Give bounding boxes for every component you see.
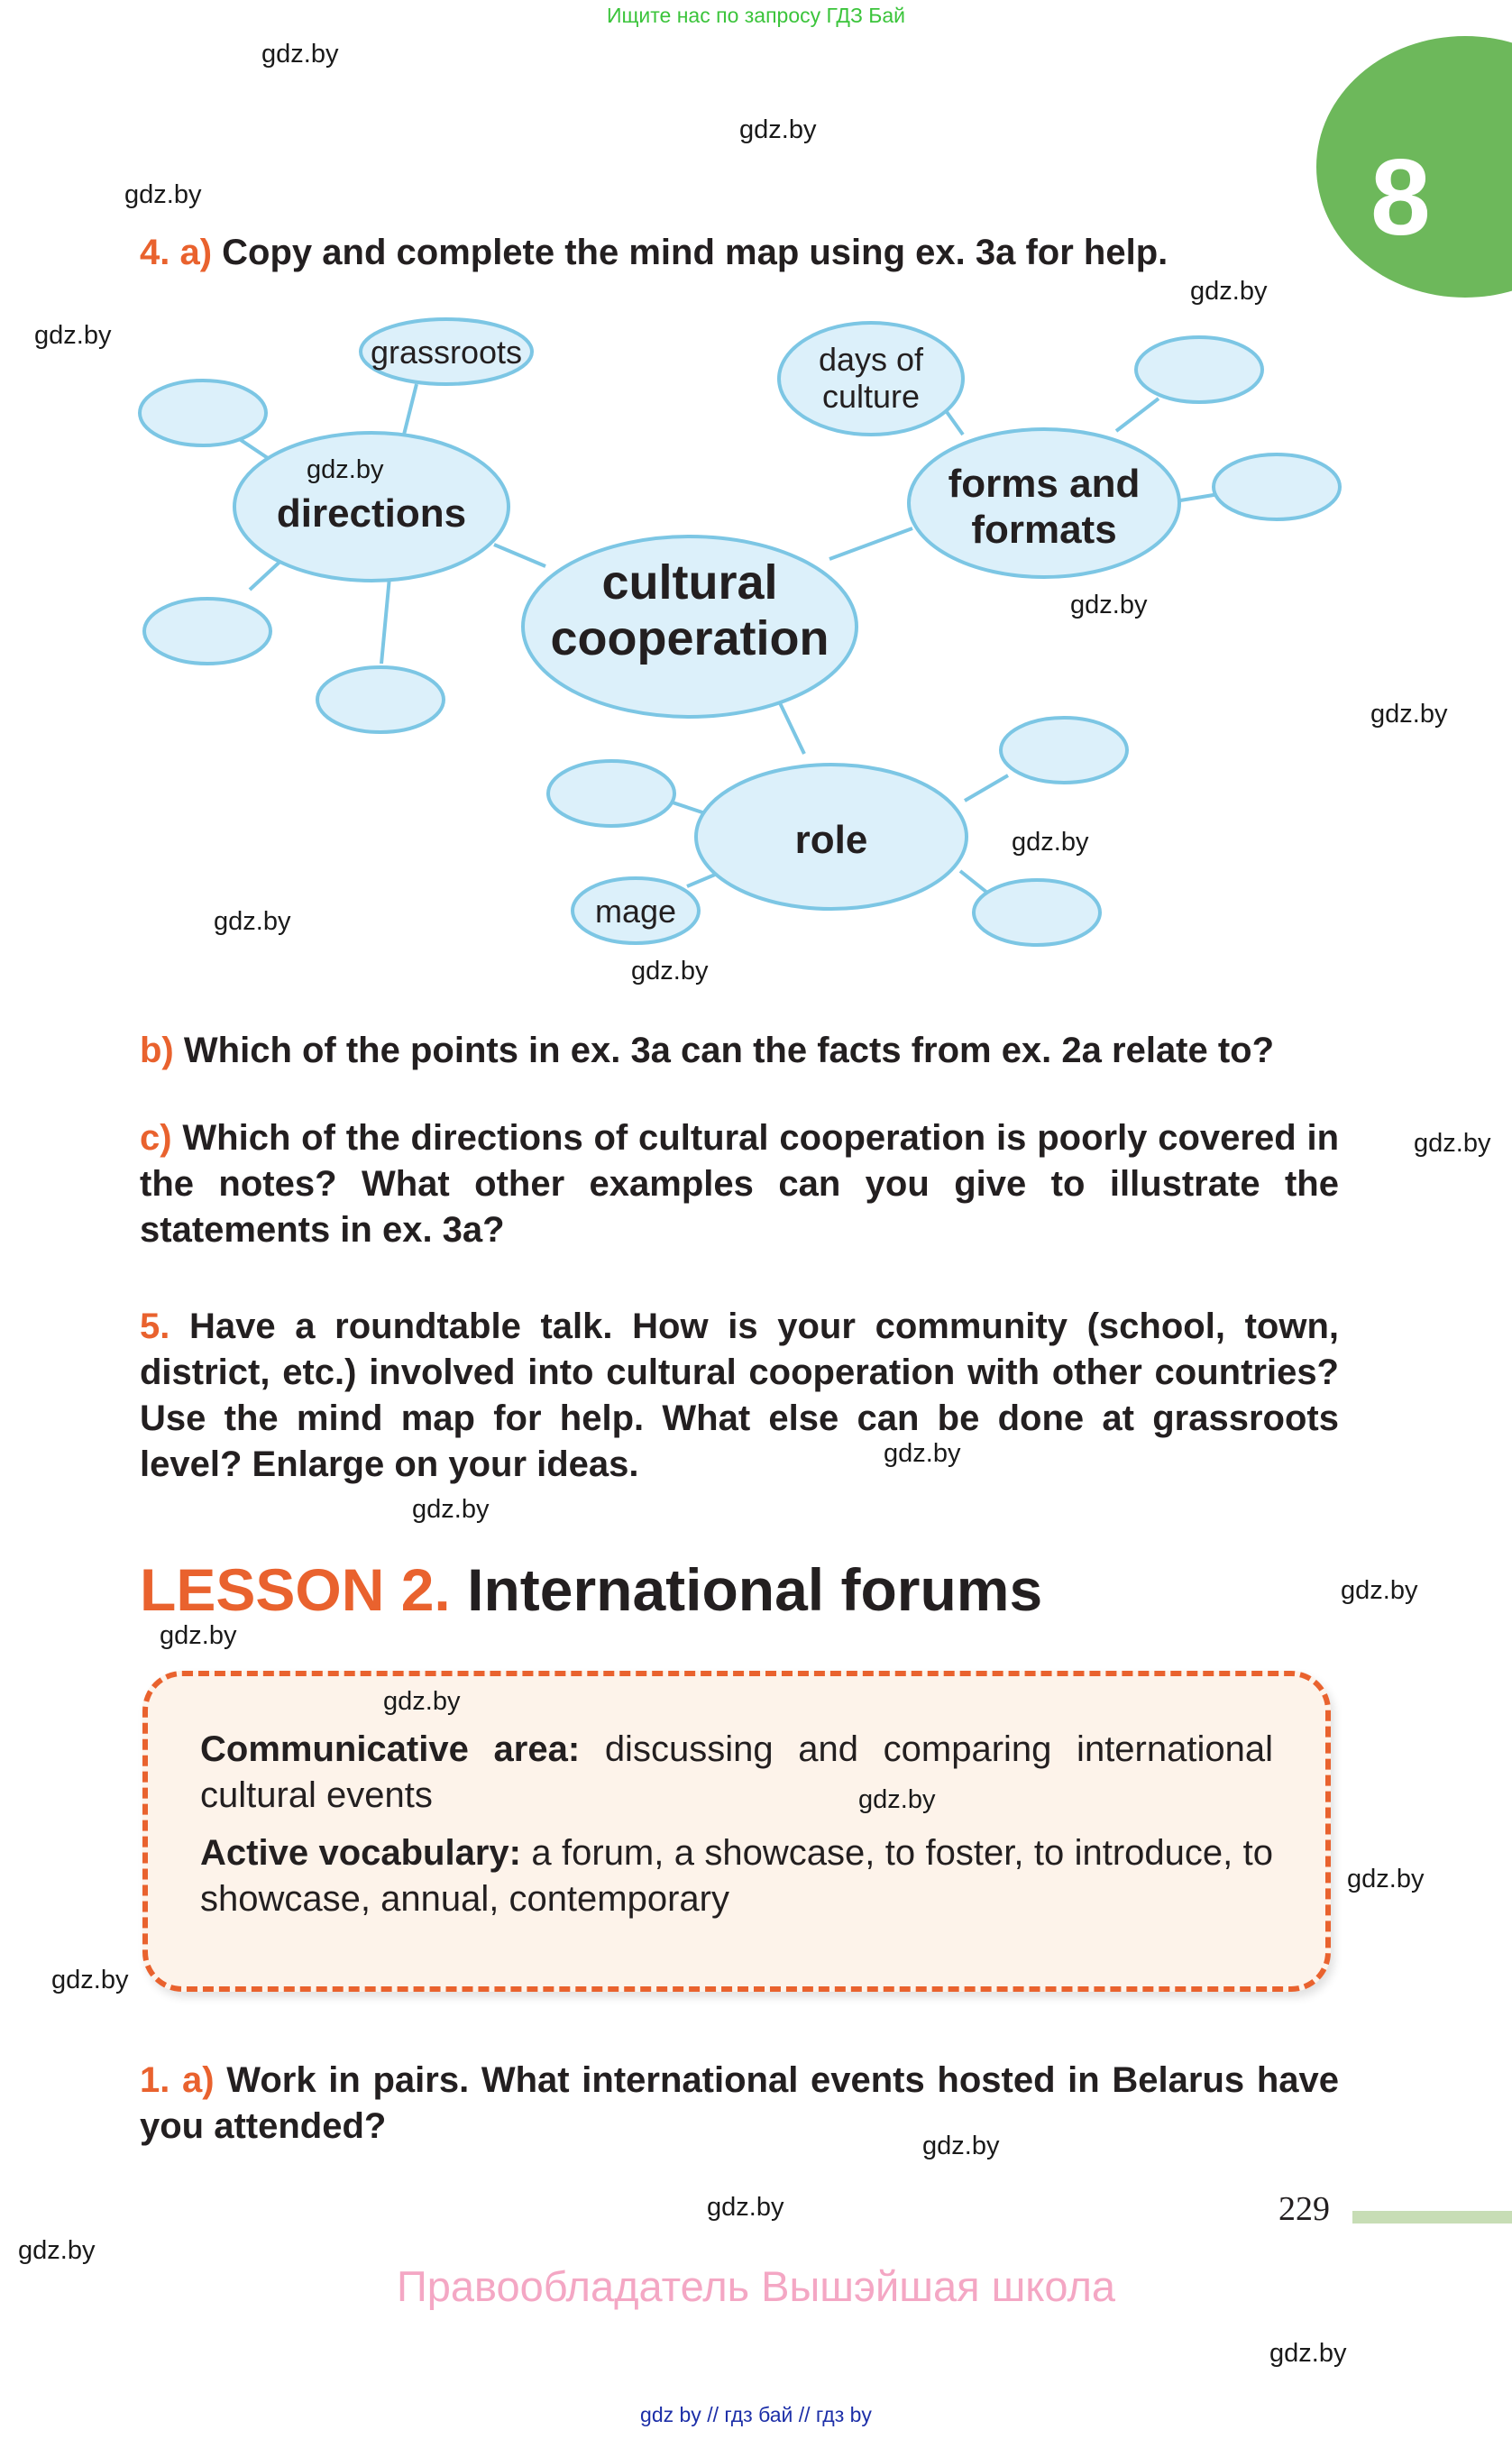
center-label-line1: cultural <box>601 555 778 610</box>
lesson-title: International forums <box>467 1556 1043 1623</box>
communicative-area <box>200 1727 1273 1819</box>
exercise-text: Which of the points in ex. 3a can the facts from ex. 2a relate to? <box>183 1031 1275 1070</box>
watermark: gdz.by <box>1347 1865 1425 1893</box>
watermark: gdz.by <box>1341 1576 1418 1605</box>
page-number: 229 <box>1278 2190 1330 2228</box>
watermark: gdz.by <box>160 1621 237 1650</box>
watermark: gdz.by <box>1414 1129 1491 1158</box>
watermark: gdz.by <box>214 907 291 936</box>
watermark: gdz.by <box>739 115 817 144</box>
exercise-5 <box>140 1304 1339 1488</box>
bottom-links[interactable]: gdz by // гдз бай // гдз by <box>640 2403 872 2426</box>
empty-bubble[interactable] <box>974 880 1100 945</box>
empty-bubble[interactable] <box>1001 718 1127 783</box>
exercise-number: 4. a) <box>140 233 213 272</box>
center-label-line2: cooperation <box>550 611 829 665</box>
page-number-bar <box>1352 2211 1512 2224</box>
watermark: gdz.by <box>1269 2339 1347 2368</box>
exercise-text: Which of the directions of cultural cooperation is poorly covered in the notes? What other examples can you give to illustrate the statements in ex. 3a? <box>140 1118 1339 1250</box>
communicative-area-label: Communicative area: <box>200 1729 581 1769</box>
active-vocabulary-text: a forum, a showcase, to foster, to introduce, to showcase, annual, contemporary <box>200 1833 1273 1919</box>
watermark: gdz.by <box>412 1495 490 1524</box>
watermark: gdz.by <box>383 1687 461 1716</box>
exercise-text: Have a roundtable talk. How is your community (school, town, district, etc.) involved into cultural cooperation with other countries? Use the mind map for help. What else can be done at grassroots level? Enlarge on your ideas. <box>140 1307 1339 1484</box>
watermark: gdz.by <box>1012 828 1089 857</box>
watermark: gdz.by <box>1370 700 1448 729</box>
exercise-4b <box>140 1028 1339 1074</box>
active-vocabulary <box>200 1830 1273 1922</box>
copyright-notice: Правообладатель Вышэйшая школа <box>396 2262 1116 2310</box>
watermark: gdz.by <box>307 455 384 484</box>
exercise-number: c) <box>140 1118 172 1158</box>
exercise-text: Copy and complete the mind map using ex. 3a for help. <box>222 233 1168 272</box>
lesson-heading <box>140 1555 1042 1624</box>
exercise-4a <box>140 230 1339 276</box>
watermark: gdz.by <box>1070 591 1148 619</box>
watermark: gdz.by <box>124 180 202 209</box>
role-label: role <box>794 818 868 862</box>
watermark: gdz.by <box>51 1966 129 1994</box>
watermark: gdz.by <box>261 40 339 69</box>
grassroots-label: grassroots <box>370 334 523 371</box>
watermark: gdz.by <box>18 2236 96 2265</box>
days-label-line2: culture <box>821 378 921 415</box>
exercise-4c <box>140 1115 1339 1253</box>
watermark: gdz.by <box>858 1785 936 1814</box>
watermark: gdz.by <box>884 1439 961 1468</box>
exercise-text: Work in pairs. What international events hosted in Belarus have you attended? <box>140 2060 1339 2146</box>
mage-label: mage <box>594 893 677 930</box>
watermark: gdz.by <box>1190 277 1268 306</box>
watermark: gdz.by <box>707 2193 784 2222</box>
days-label-line1: days of <box>818 341 924 378</box>
lesson-number: LESSON 2. <box>140 1556 451 1623</box>
empty-bubble[interactable] <box>1136 337 1262 402</box>
mind-map <box>0 307 1512 992</box>
top-banner[interactable]: Ищите нас по запросу ГДЗ Бай <box>606 4 906 27</box>
communicative-area-text: discussing and comparing international cultural events <box>200 1729 1273 1815</box>
empty-bubble[interactable] <box>1214 454 1340 519</box>
empty-bubble[interactable] <box>140 381 266 445</box>
watermark: gdz.by <box>922 2132 1000 2160</box>
empty-bubble[interactable] <box>317 667 444 732</box>
exercise-number: b) <box>140 1031 174 1070</box>
exercise-number: 5. <box>140 1307 170 1346</box>
active-vocabulary-label: Active vocabulary: <box>200 1833 521 1873</box>
chapter-number: 8 <box>1370 137 1431 258</box>
empty-bubble[interactable] <box>144 599 270 664</box>
empty-bubble[interactable] <box>548 761 674 826</box>
exercise-number: 1. a) <box>140 2060 215 2100</box>
watermark: gdz.by <box>34 321 112 350</box>
directions-label: directions <box>276 491 467 536</box>
watermark: gdz.by <box>631 957 709 986</box>
forms-label-line1: forms and <box>948 462 1141 506</box>
exercise-1a <box>140 2058 1339 2150</box>
forms-label-line2: formats <box>971 508 1117 552</box>
